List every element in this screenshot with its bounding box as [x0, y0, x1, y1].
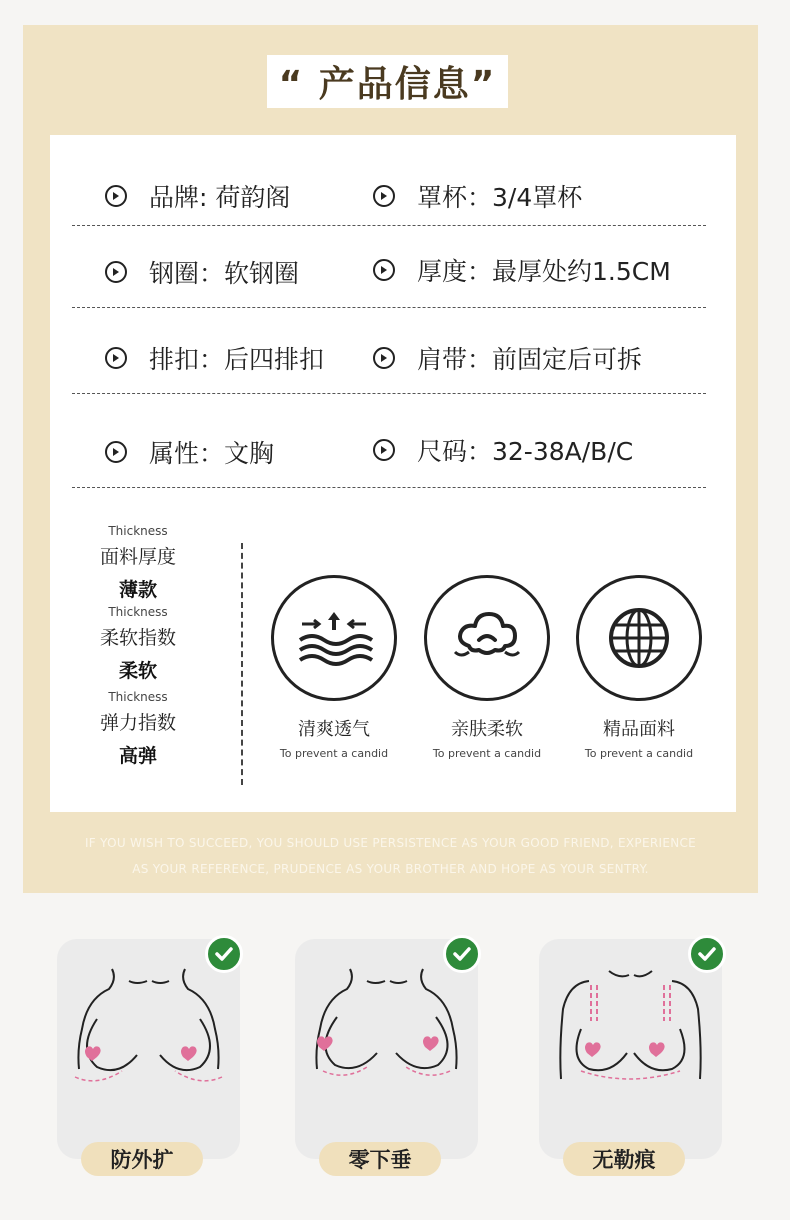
spec-hook: 排扣：后四排扣: [149, 345, 325, 374]
effect-panel-anti-spread: [57, 939, 240, 1159]
spec-item: [105, 254, 299, 290]
spec-item: [373, 340, 642, 376]
spec-wire: 钢圈：软钢圈: [149, 259, 300, 288]
elasticity-block: [88, 690, 188, 768]
softness-block: [88, 605, 188, 683]
spec-attribute: 属性：文胸: [149, 439, 275, 468]
spec-row-divider: [72, 307, 706, 308]
elasticity-cn-label: 弹力指数: [99, 712, 176, 734]
softness-en-label: Thickness: [108, 605, 168, 619]
vertical-divider: [241, 543, 243, 785]
torso-illustration: [295, 959, 478, 1139]
check-icon: [688, 935, 726, 973]
chevron-right-icon: [105, 261, 127, 283]
check-icon: [205, 935, 243, 973]
cloud-icon: [424, 575, 550, 701]
chevron-right-icon: [373, 439, 395, 461]
feature-label: 清爽透气: [298, 719, 370, 740]
spec-thickness: 厚度：最厚处约1.5CM: [417, 257, 671, 286]
spec-row-divider: [72, 225, 706, 226]
chevron-right-icon: [105, 185, 127, 207]
spec-item: [105, 340, 324, 376]
spec-item: [373, 252, 671, 288]
spec-size: 尺码：32-38A/B/C: [417, 437, 634, 466]
spec-item: [373, 178, 582, 214]
section-title: “ 产品信息”: [267, 55, 508, 108]
spec-row-divider: [72, 393, 706, 394]
thickness-value: 薄款: [118, 579, 157, 601]
effect-panel-no-sag: [295, 939, 478, 1159]
torso-illustration: [539, 959, 722, 1139]
effect-label: 防外扩: [81, 1142, 203, 1176]
elasticity-value: 高弹: [118, 745, 157, 767]
softness-cn-label: 柔软指数: [99, 627, 176, 649]
chevron-right-icon: [373, 185, 395, 207]
elasticity-en-label: Thickness: [108, 690, 168, 704]
feature-sub: To prevent a candid: [584, 747, 694, 760]
feature-label: 亲肤柔软: [451, 719, 523, 740]
chevron-right-icon: [373, 347, 395, 369]
feature-label: 精品面料: [603, 719, 675, 740]
chevron-right-icon: [105, 347, 127, 369]
thickness-en-label: Thickness: [108, 524, 168, 538]
chevron-right-icon: [373, 259, 395, 281]
spec-cup: 罩杯：3/4罩杯: [417, 183, 583, 212]
spec-row-divider: [72, 487, 706, 488]
effect-label: 零下垂: [319, 1142, 441, 1176]
spec-item: [105, 434, 274, 470]
thickness-cn-label: 面料厚度: [99, 546, 176, 568]
thickness-block: [88, 524, 188, 602]
globe-icon: [576, 575, 702, 701]
breathable-icon: [271, 575, 397, 701]
chevron-right-icon: [105, 441, 127, 463]
quote-line-2: AS YOUR REFERENCE, PRUDENCE AS YOUR BROTHER AND HOPE AS YOUR SENTRY.: [132, 862, 649, 876]
quote-line-1: IF YOU WISH TO SUCCEED, YOU SHOULD USE PERSISTENCE AS YOUR GOOD FRIEND, EXPERIENCE: [84, 836, 697, 850]
feature-soft: [423, 575, 551, 760]
spec-item: [373, 432, 633, 468]
check-icon: [443, 935, 481, 973]
effect-panel-no-marks: [539, 939, 722, 1159]
spec-item: [105, 178, 290, 214]
spec-strap: 肩带：前固定后可拆: [417, 345, 643, 374]
feature-fabric: [575, 575, 703, 760]
feature-sub: To prevent a candid: [279, 747, 389, 760]
spec-brand: 品牌: 荷韵阁: [149, 183, 291, 212]
feature-breathable: [270, 575, 398, 760]
feature-sub: To prevent a candid: [432, 747, 542, 760]
torso-illustration: [57, 959, 240, 1139]
effect-label: 无勒痕: [563, 1142, 685, 1176]
softness-value: 柔软: [118, 660, 157, 682]
